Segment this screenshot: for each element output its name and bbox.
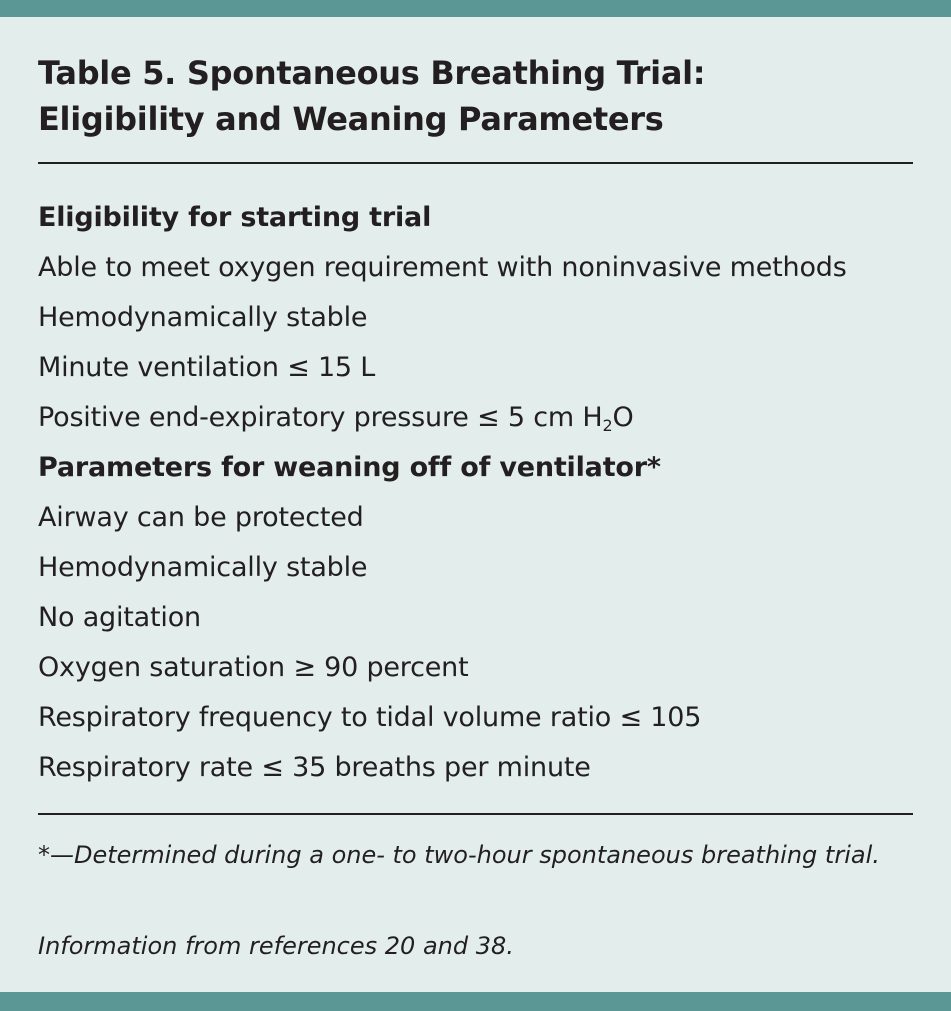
list-item: Hemodynamically stable — [38, 552, 368, 583]
peep-unit-end: O — [612, 402, 634, 433]
bottom-divider — [38, 813, 913, 815]
table-title — [38, 50, 918, 142]
list-item-peep — [38, 393, 928, 443]
list-item: No agitation — [38, 602, 201, 633]
top-divider — [38, 162, 913, 164]
list-item: Airway can be protected — [38, 502, 364, 533]
table-title-line-2: Eligibility and Weaning Parameters — [38, 100, 664, 138]
list-item: Oxygen saturation ≥ 90 percent — [38, 652, 469, 683]
footnote-source: Information from references 20 and 38. — [38, 932, 514, 960]
footnote-determined: *—Determined during a one- to two-hour spontaneous breathing trial. — [38, 841, 880, 869]
section-heading-weaning: Parameters for weaning off of ventilator* — [38, 452, 661, 483]
section-heading-eligibility: Eligibility for starting trial — [38, 202, 432, 233]
peep-subscript: 2 — [602, 416, 613, 435]
list-item: Hemodynamically stable — [38, 302, 368, 333]
table-title-line-1: Table 5. Spontaneous Breathing Trial: — [38, 54, 706, 92]
criteria-list — [38, 193, 928, 793]
list-item: Respiratory rate ≤ 35 breaths per minute — [38, 752, 591, 783]
bottom-accent-bar — [0, 992, 951, 1011]
list-item: Respiratory frequency to tidal volume ratio ≤ 105 — [38, 702, 702, 733]
list-item: Able to meet oxygen requirement with noninvasive methods — [38, 252, 847, 283]
top-accent-bar — [0, 0, 951, 17]
list-item: Minute ventilation ≤ 15 L — [38, 352, 376, 383]
peep-text: Positive end-expiratory pressure ≤ 5 cm H — [38, 402, 603, 433]
